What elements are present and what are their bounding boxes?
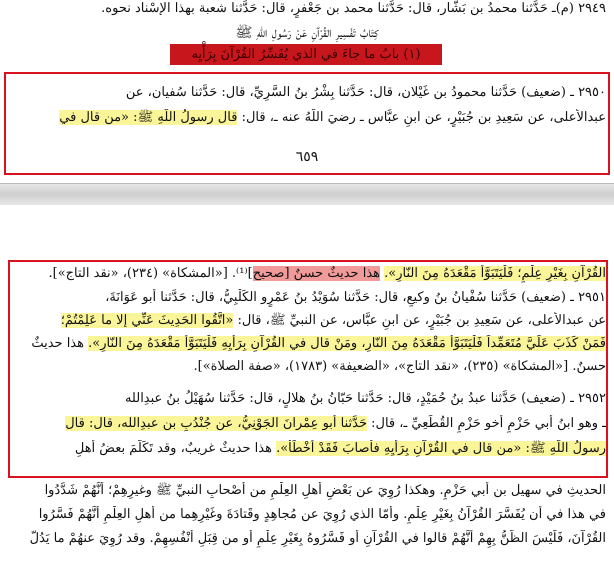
page-separator	[0, 183, 614, 207]
hadith-2951-line3	[8, 335, 606, 353]
highlighted-hadith-text: قال رسولُ اللّهِ ﷺ: «من قال في	[59, 110, 238, 125]
continuation-line	[8, 265, 606, 283]
top-page	[0, 0, 614, 183]
highlighted-hadith-text: القُرْآنِ بِغَيْرِ عِلْمٍ؛ فَلْيَتَبَوَّأْ مَقْعَدَهُ مِنَ النّارِ».	[384, 266, 606, 281]
hadith-2950-line2-text: عبدالأعلى، عن سَعِيدِ بن جُبَيْرٍ، عن ابنِ عبَّاس ـ رضيَ اللّهُ عنه ـ، قال:	[237, 110, 606, 125]
commentary-text: هذا حديثٌ غريبٌ، وقد تَكَلَّمَ بعضُ أهلِ	[74, 441, 277, 456]
bottom-page	[0, 205, 614, 563]
commentary-line1: الحديثِ في سهيل بن أبي حَزْمٍ. وهكذا رُوِيَ عن بَعْضِ أهلِ العِلْمِ من أَصْحابِ النبيِّ ﷺ وغيرِهِمْ؛ أَنَّهُمْ شَدَّدُوا	[44, 483, 606, 498]
hadith-2952-line1: ٢٩٥٢ ـ (ضعيف) حَدَّثنا عبدُ بنُ حُمَيْدٍ، قال: حَدَّثنا حَبّانُ بنُ هلالٍ، قال: حَدَّثنا سُهَيْلُ بنُ عبدِالله	[124, 391, 606, 406]
commentary-line2: في هذا في أن يُفَسَّرَ القُرْآنُ بِغَيْرِ عِلْمٍ. وأمّا الذي رُوِيَ عن مُجاهِدٍ وقَتادَةَ وغَيْرِهِما من أهلِ العِلْمِ أَنَّهُمْ فَسَّرُوا	[38, 507, 606, 522]
hadith-2949-line: ٢٩٤٩ (م)ـ حَدَّثنا محمدُ بن بَشّار، قال: حَدَّثنا محمد بن جَعْفرٍ، قال: حَدَّثنا شعبة بهذا الإسْناد نحوه.	[101, 1, 606, 16]
highlighted-hadith-text: فَمَنْ كَذَبَ عَلَيَّ مُتَعَمِّداً فَلْيَتَبَوَّأْ مَقْعَدَهُ مِنَ النّارِ، ومَنْ قال في القُرْآنِ بِرَأْيِهِ فَلْيَتَبَوَّأْ مَقْعَدَهُ مِنَ النّارِ».	[88, 336, 606, 351]
highlighted-hadith-text: رسولُ اللّهِ ﷺ: «من قال في القُرْآنِ بِرَأْيِهِ فأَصابَ فَقَدْ أَخْطَأَ».	[276, 441, 606, 456]
hadith-2951-line2	[8, 312, 606, 330]
highlighted-hadith-text: «اتَّقُوا الحَدِيثَ عَنِّي إلا ما عَلِمْتُمْ؛	[60, 313, 234, 328]
hadith-2951-chain: عن عبدالأعلى، عن سَعِيدِ بن جُبَيْرٍ، عن ابنِ عبَّاس، عن النبيِّ ﷺ، قال:	[233, 313, 606, 328]
highlighted-hadith-text: حَدَّثنا أبو عِمْرانَ الجَوْنِيُّ، عن جُنْدُبِ بن عبدِالله، قال: قال	[65, 416, 368, 431]
chapter-heading-text: (١) بابُ ما جاءَ في الذي يُفَسِّرُ القُرْآنَ بِرَأْيِه	[191, 47, 421, 62]
grading-highlight: هذا حديثٌ حسنٌ [صحيح	[252, 266, 380, 281]
commentary-line3: القُرْآنَ، فَلَيْسَ الظَّنُّ بِهِمْ أَنَّهُمْ قالوا في القُرْآنِ أو فَسَّرُوهُ بِغَيْرِ عِلْمٍ أو من قِبَلِ أَنْفُسِهِمْ. وقد رُوِيَ عنهُمْ ما يَدُلُّ	[29, 531, 606, 546]
hadith-2952-line2	[8, 415, 606, 433]
hadith-2951-references: حسنٌ. [«المشكاة» (٢٣٥)، «نقد التاج»، «الضعيفة» (١٧٨٣)، «صفة الصلاة»].	[193, 359, 606, 374]
references-text: ]⁽¹⁾. [«المشكاة» (٢٣٤)، «نقد التاج»].	[48, 266, 253, 281]
hadith-2952-line3	[8, 440, 606, 458]
hadith-2950-line2	[8, 109, 606, 127]
book-title: كِتَابُ تَفْسِيرِ القُرْآنِ عَنْ رَسُولِ اللّهِ ﷺ	[235, 25, 379, 41]
hadith-2950-line1: ٢٩٥٠ ـ (ضعيف) حَدَّثنا محمودُ بن غَيْلان، قال: حَدَّثنا بِشْرُ بنُ السَّرِيِّ، قال: حَدَّثنا سُفيان، عن	[125, 85, 606, 100]
chapter-heading	[170, 44, 442, 65]
page-number: ٦٥٩	[295, 149, 319, 165]
hadith-2952-chain: ـ وهو ابنُ أبي حَزْمٍ أخو حَزْمٍ القُطَعِيِّ ـ، قال:	[367, 416, 606, 431]
hadith-2951-line1: ٢٩٥١ ـ (ضعيف) حَدَّثنا سُفْيانُ بنُ وكيعٍ، قال: حَدَّثنا سُوَيْدُ بنُ عَمْرٍو الكَلْبِيُّ، قال: حَدَّثنا أبو عَوَانَةَ،	[105, 290, 606, 305]
grading-text: هذا حديثٌ	[31, 336, 89, 351]
